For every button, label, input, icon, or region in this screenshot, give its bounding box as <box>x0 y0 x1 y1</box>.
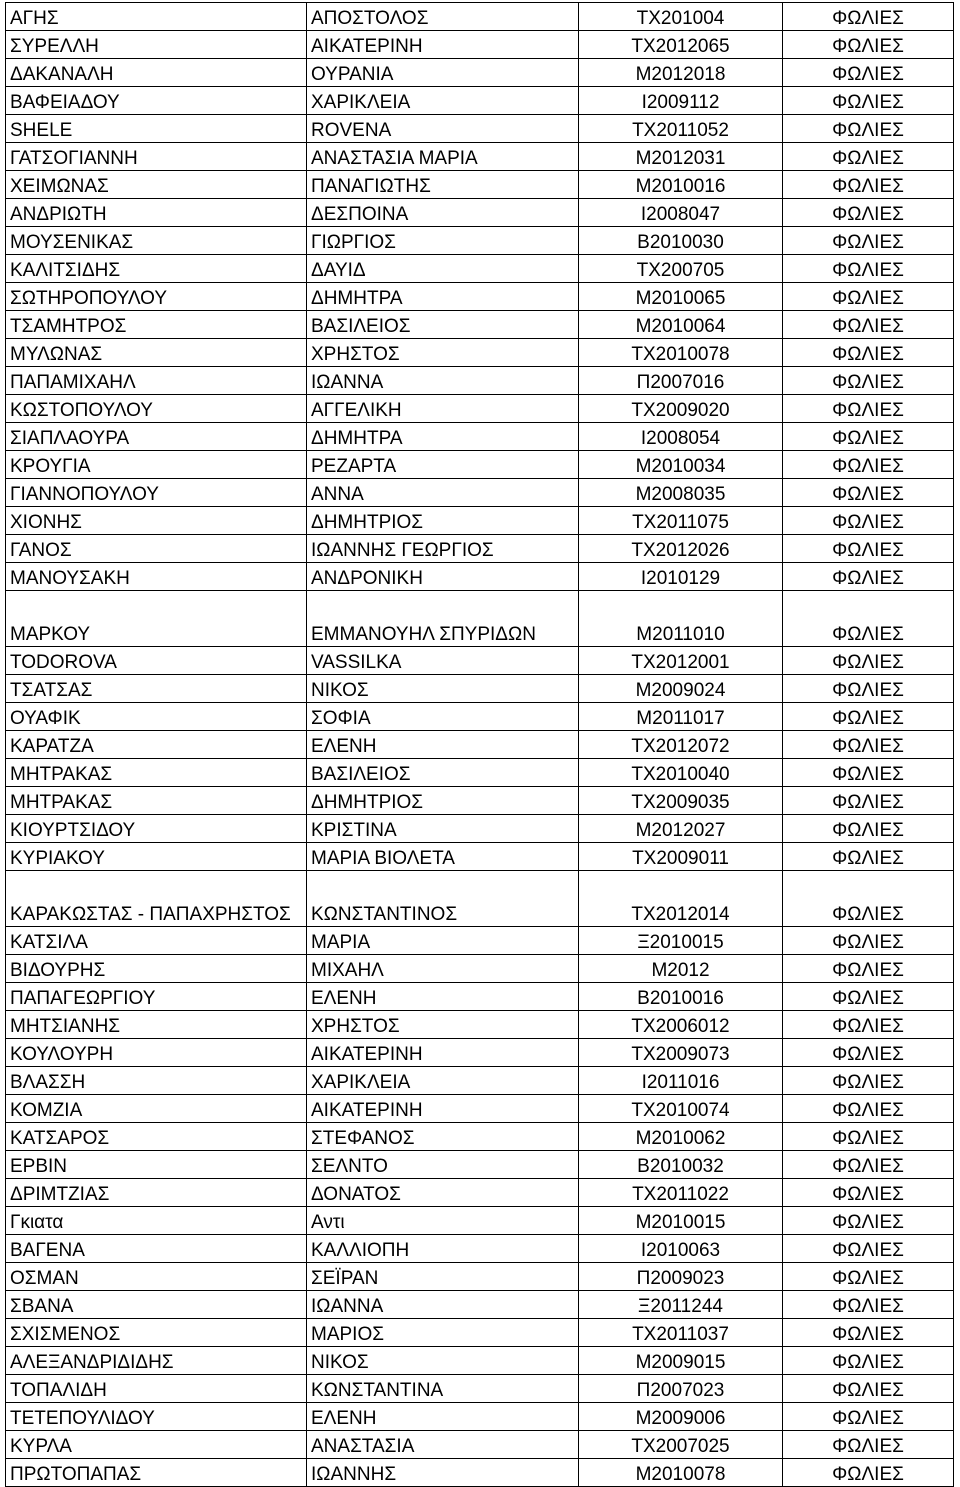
code-cell: ΤΧ2011075 <box>579 507 783 535</box>
surname-cell: ΑΛΕΞΑΝΔΡΙΔΙΔΗΣ <box>6 1347 307 1375</box>
department-cell: ΦΩΛΙΕΣ <box>783 1375 954 1403</box>
department-cell: ΦΩΛΙΕΣ <box>783 871 954 927</box>
table-row <box>6 87 954 115</box>
table-row <box>6 339 954 367</box>
department-cell: ΦΩΛΙΕΣ <box>783 1095 954 1123</box>
table-row <box>6 955 954 983</box>
surname-cell: ΕΡΒΙΝ <box>6 1151 307 1179</box>
surname-cell: SHELE <box>6 115 307 143</box>
table-row <box>6 199 954 227</box>
department-cell: ΦΩΛΙΕΣ <box>783 927 954 955</box>
surname-cell: ΚΑΡΑΤΖΑ <box>6 731 307 759</box>
first-name-cell: ΠΑΝΑΓΙΩΤΗΣ <box>307 171 579 199</box>
first-name-cell: ΜΙΧΑΗΛ <box>307 955 579 983</box>
table-row <box>6 1459 954 1487</box>
first-name-cell: ΒΑΣΙΛΕΙΟΣ <box>307 759 579 787</box>
department-cell: ΦΩΛΙΕΣ <box>783 311 954 339</box>
table-row <box>6 1123 954 1151</box>
first-name-cell: ΝΙΚΟΣ <box>307 675 579 703</box>
table-row <box>6 227 954 255</box>
department-cell: ΦΩΛΙΕΣ <box>783 171 954 199</box>
surname-cell: ΚΥΡΙΑΚΟΥ <box>6 843 307 871</box>
first-name-cell: ΙΩΑΝΝΗΣ <box>307 1459 579 1487</box>
surname-cell: ΜΑΡΚΟΥ <box>6 591 307 647</box>
department-cell: ΦΩΛΙΕΣ <box>783 423 954 451</box>
surname-cell: ΟΣΜΑΝ <box>6 1263 307 1291</box>
table-row <box>6 59 954 87</box>
surname-cell: ΚΟΜΖΙΑ <box>6 1095 307 1123</box>
surname-cell: ΜΟΥΣΕΝΙΚΑΣ <box>6 227 307 255</box>
department-cell: ΦΩΛΙΕΣ <box>783 647 954 675</box>
surname-cell: ΤΟΠΑΛΙΔΗ <box>6 1375 307 1403</box>
surname-cell: ΚΥΡΛΑ <box>6 1431 307 1459</box>
table-row <box>6 143 954 171</box>
table-row <box>6 1319 954 1347</box>
department-cell: ΦΩΛΙΕΣ <box>783 143 954 171</box>
table-row <box>6 3 954 31</box>
table-row <box>6 1151 954 1179</box>
department-cell: ΦΩΛΙΕΣ <box>783 339 954 367</box>
surname-cell: ΒΑΦΕΙΑΔΟΥ <box>6 87 307 115</box>
table-row <box>6 731 954 759</box>
department-cell: ΦΩΛΙΕΣ <box>783 1319 954 1347</box>
department-cell: ΦΩΛΙΕΣ <box>783 1263 954 1291</box>
department-cell: ΦΩΛΙΕΣ <box>783 87 954 115</box>
table-row <box>6 31 954 59</box>
first-name-cell: ΑΙΚΑΤΕΡΙΝΗ <box>307 1039 579 1067</box>
code-cell: ΤΧ2012026 <box>579 535 783 563</box>
surname-cell: ΑΓΗΣ <box>6 3 307 31</box>
department-cell: ΦΩΛΙΕΣ <box>783 1347 954 1375</box>
code-cell: Μ2012018 <box>579 59 783 87</box>
surname-cell: ΔΑΚΑΝΑΛΗ <box>6 59 307 87</box>
department-cell: ΦΩΛΙΕΣ <box>783 507 954 535</box>
department-cell: ΦΩΛΙΕΣ <box>783 1459 954 1487</box>
surname-cell: ΓΑΝΟΣ <box>6 535 307 563</box>
department-cell: ΦΩΛΙΕΣ <box>783 1431 954 1459</box>
first-name-cell: ΚΑΛΛΙΟΠΗ <box>307 1235 579 1263</box>
surname-cell: ΑΝΔΡΙΩΤΗ <box>6 199 307 227</box>
surname-cell: ΚΩΣΤΟΠΟΥΛΟΥ <box>6 395 307 423</box>
table-row <box>6 787 954 815</box>
code-cell: Μ2012 <box>579 955 783 983</box>
department-cell: ΦΩΛΙΕΣ <box>783 59 954 87</box>
first-name-cell: ΙΩΑΝΝΗΣ ΓΕΩΡΓΙΟΣ <box>307 535 579 563</box>
first-name-cell: ΑΝΔΡΟΝΙΚΗ <box>307 563 579 591</box>
surname-cell: ΠΡΩΤΟΠΑΠΑΣ <box>6 1459 307 1487</box>
department-cell: ΦΩΛΙΕΣ <box>783 451 954 479</box>
department-cell: ΦΩΛΙΕΣ <box>783 31 954 59</box>
surname-cell: ΜΑΝΟΥΣΑΚΗ <box>6 563 307 591</box>
code-cell: Π2007023 <box>579 1375 783 1403</box>
first-name-cell: ΣΤΕΦΑΝΟΣ <box>307 1123 579 1151</box>
table-row <box>6 927 954 955</box>
first-name-cell: ΓΙΩΡΓΙΟΣ <box>307 227 579 255</box>
code-cell: ΤΧ2009073 <box>579 1039 783 1067</box>
first-name-cell: ΑΝΑΣΤΑΣΙΑ <box>307 1431 579 1459</box>
table-row <box>6 703 954 731</box>
surname-cell: ΤΕΤΕΠΟΥΛΙΔΟΥ <box>6 1403 307 1431</box>
first-name-cell: ΑΝΝΑ <box>307 479 579 507</box>
first-name-cell: ΣΕΪΡΑΝ <box>307 1263 579 1291</box>
code-cell: Μ2009015 <box>579 1347 783 1375</box>
first-name-cell: VASSILKA <box>307 647 579 675</box>
department-cell: ΦΩΛΙΕΣ <box>783 815 954 843</box>
code-cell: ΤΧ2012065 <box>579 31 783 59</box>
code-cell: Μ2010065 <box>579 283 783 311</box>
code-cell: ΤΧ2010040 <box>579 759 783 787</box>
surname-cell: TODOROVA <box>6 647 307 675</box>
code-cell: Μ2011017 <box>579 703 783 731</box>
code-cell: ΤΧ2010078 <box>579 339 783 367</box>
code-cell: Ι2008047 <box>579 199 783 227</box>
department-cell: ΦΩΛΙΕΣ <box>783 535 954 563</box>
code-cell: Μ2012031 <box>579 143 783 171</box>
department-cell: ΦΩΛΙΕΣ <box>783 395 954 423</box>
code-cell: Ι2010063 <box>579 1235 783 1263</box>
code-cell: ΤΧ201004 <box>579 3 783 31</box>
table-row <box>6 591 954 647</box>
first-name-cell: ΔΗΜΗΤΡΑ <box>307 423 579 451</box>
surname-cell: ΚΑΤΣΑΡΟΣ <box>6 1123 307 1151</box>
table-row <box>6 423 954 451</box>
first-name-cell: ΔΗΜΗΤΡΙΟΣ <box>307 787 579 815</box>
code-cell: ΤΧ2007025 <box>579 1431 783 1459</box>
surname-cell: ΣΒΑΝΑ <box>6 1291 307 1319</box>
table-row <box>6 395 954 423</box>
first-name-cell: ΚΩΝΣΤΑΝΤΙΝΟΣ <box>307 871 579 927</box>
table-row <box>6 1011 954 1039</box>
code-cell: Ξ2010015 <box>579 927 783 955</box>
table-row <box>6 311 954 339</box>
code-cell: Μ2009006 <box>579 1403 783 1431</box>
table-row <box>6 451 954 479</box>
surname-cell: ΧΙΟΝΗΣ <box>6 507 307 535</box>
surname-cell: ΚΑΛΙΤΣΙΔΗΣ <box>6 255 307 283</box>
surname-cell: Γκιατα <box>6 1207 307 1235</box>
first-name-cell: ΙΩΑΝΝΑ <box>307 1291 579 1319</box>
table-row <box>6 1291 954 1319</box>
first-name-cell: ΜΑΡΙΟΣ <box>307 1319 579 1347</box>
surname-cell: ΚΡΟΥΓΙΑ <box>6 451 307 479</box>
surname-cell: ΤΣΑΤΣΑΣ <box>6 675 307 703</box>
code-cell: ΤΧ2011037 <box>579 1319 783 1347</box>
code-cell: Ι2009112 <box>579 87 783 115</box>
first-name-cell: ΕΛΕΝΗ <box>307 731 579 759</box>
code-cell: Μ2008035 <box>579 479 783 507</box>
first-name-cell: ΑΝΑΣΤΑΣΙΑ ΜΑΡΙΑ <box>307 143 579 171</box>
table-row <box>6 1263 954 1291</box>
first-name-cell: ΕΛΕΝΗ <box>307 983 579 1011</box>
code-cell: ΤΧ2012072 <box>579 731 783 759</box>
code-cell: Μ2010015 <box>579 1207 783 1235</box>
table-row <box>6 171 954 199</box>
first-name-cell: ΑΙΚΑΤΕΡΙΝΗ <box>307 31 579 59</box>
first-name-cell: ΧΑΡΙΚΛΕΙΑ <box>307 87 579 115</box>
table-row <box>6 1403 954 1431</box>
department-cell: ΦΩΛΙΕΣ <box>783 3 954 31</box>
code-cell: Β2010032 <box>579 1151 783 1179</box>
table-row <box>6 1235 954 1263</box>
table-row <box>6 563 954 591</box>
code-cell: Μ2011010 <box>579 591 783 647</box>
department-cell: ΦΩΛΙΕΣ <box>783 1151 954 1179</box>
code-cell: ΤΧ2010074 <box>579 1095 783 1123</box>
surname-cell: ΒΑΓΕΝΑ <box>6 1235 307 1263</box>
code-cell: Μ2012027 <box>579 815 783 843</box>
code-cell: Μ2009024 <box>579 675 783 703</box>
surname-cell: ΚΟΥΛΟΥΡΗ <box>6 1039 307 1067</box>
code-cell: ΤΧ2009011 <box>579 843 783 871</box>
table-row <box>6 1375 954 1403</box>
surname-cell: ΟΥΑΦΙΚ <box>6 703 307 731</box>
first-name-cell: ΧΡΗΣΤΟΣ <box>307 339 579 367</box>
table-row <box>6 1179 954 1207</box>
table-row <box>6 815 954 843</box>
surname-cell: ΒΙΔΟΥΡΗΣ <box>6 955 307 983</box>
first-name-cell: ΜΑΡΙΑ <box>307 927 579 955</box>
department-cell: ΦΩΛΙΕΣ <box>783 283 954 311</box>
surname-cell: ΒΛΑΣΣΗ <box>6 1067 307 1095</box>
code-cell: Β2010030 <box>579 227 783 255</box>
table-row <box>6 283 954 311</box>
table-row <box>6 871 954 927</box>
table-row <box>6 507 954 535</box>
first-name-cell: ΣΟΦΙΑ <box>307 703 579 731</box>
department-cell: ΦΩΛΙΕΣ <box>783 563 954 591</box>
code-cell: Μ2010078 <box>579 1459 783 1487</box>
table-row <box>6 759 954 787</box>
surname-cell: ΜΗΤΡΑΚΑΣ <box>6 787 307 815</box>
first-name-cell: ΒΑΣΙΛΕΙΟΣ <box>307 311 579 339</box>
table-row <box>6 983 954 1011</box>
first-name-cell: ΝΙΚΟΣ <box>307 1347 579 1375</box>
department-cell: ΦΩΛΙΕΣ <box>783 1179 954 1207</box>
code-cell: Ι2011016 <box>579 1067 783 1095</box>
table-row <box>6 1067 954 1095</box>
code-cell: ΤΧ2012014 <box>579 871 783 927</box>
code-cell: ΤΧ2009035 <box>579 787 783 815</box>
department-cell: ΦΩΛΙΕΣ <box>783 731 954 759</box>
table-row <box>6 1431 954 1459</box>
table-row <box>6 1095 954 1123</box>
code-cell: Μ2010062 <box>579 1123 783 1151</box>
department-cell: ΦΩΛΙΕΣ <box>783 1235 954 1263</box>
first-name-cell: ΕΛΕΝΗ <box>307 1403 579 1431</box>
department-cell: ΦΩΛΙΕΣ <box>783 367 954 395</box>
surname-cell: ΚΙΟΥΡΤΣΙΔΟΥ <box>6 815 307 843</box>
code-cell: Ι2008054 <box>579 423 783 451</box>
surname-cell: ΤΣΑΜΗΤΡΟΣ <box>6 311 307 339</box>
first-name-cell: ΡΕΖΑΡΤΑ <box>307 451 579 479</box>
department-cell: ΦΩΛΙΕΣ <box>783 843 954 871</box>
department-cell: ΦΩΛΙΕΣ <box>783 1123 954 1151</box>
first-name-cell: ΑΠΟΣΤΟΛΟΣ <box>307 3 579 31</box>
surname-cell: ΓΑΤΣΟΓΙΑΝΝΗ <box>6 143 307 171</box>
department-cell: ΦΩΛΙΕΣ <box>783 675 954 703</box>
surname-cell: ΣΙΑΠΛΑΟΥΡΑ <box>6 423 307 451</box>
first-name-cell: ΔΗΜΗΤΡΙΟΣ <box>307 507 579 535</box>
table-row <box>6 367 954 395</box>
surname-cell: ΜΥΛΩΝΑΣ <box>6 339 307 367</box>
surname-cell: ΣΥΡΕΛΛΗ <box>6 31 307 59</box>
surname-cell: ΠΑΠΑΜΙΧΑΗΛ <box>6 367 307 395</box>
surname-cell: ΧΕΙΜΩΝΑΣ <box>6 171 307 199</box>
first-name-cell: ΧΡΗΣΤΟΣ <box>307 1011 579 1039</box>
first-name-cell: ΧΑΡΙΚΛΕΙΑ <box>307 1067 579 1095</box>
department-cell: ΦΩΛΙΕΣ <box>783 115 954 143</box>
surname-cell: ΣΩΤΗΡΟΠΟΥΛΟΥ <box>6 283 307 311</box>
first-name-cell: ΚΩΝΣΤΑΝΤΙΝΑ <box>307 1375 579 1403</box>
code-cell: Ι2010129 <box>579 563 783 591</box>
roster-body <box>6 3 954 1487</box>
first-name-cell: ΔΕΣΠΟΙΝΑ <box>307 199 579 227</box>
department-cell: ΦΩΛΙΕΣ <box>783 255 954 283</box>
table-row <box>6 1039 954 1067</box>
surname-cell: ΣΧΙΣΜΕΝΟΣ <box>6 1319 307 1347</box>
table-row <box>6 647 954 675</box>
code-cell: ΤΧ2011022 <box>579 1179 783 1207</box>
first-name-cell: ΜΑΡΙΑ ΒΙΟΛΕΤΑ <box>307 843 579 871</box>
table-row <box>6 843 954 871</box>
code-cell: ΤΧ2009020 <box>579 395 783 423</box>
first-name-cell: Αντι <box>307 1207 579 1235</box>
department-cell: ΦΩΛΙΕΣ <box>783 1207 954 1235</box>
code-cell: ΤΧ2012001 <box>579 647 783 675</box>
first-name-cell: ΣΕΛΝΤΟ <box>307 1151 579 1179</box>
code-cell: Μ2010016 <box>579 171 783 199</box>
table-row <box>6 535 954 563</box>
code-cell: ΤΧ200705 <box>579 255 783 283</box>
first-name-cell: ΑΙΚΑΤΕΡΙΝΗ <box>307 1095 579 1123</box>
surname-cell: ΠΑΠΑΓΕΩΡΓΙΟΥ <box>6 983 307 1011</box>
first-name-cell: ROVENA <box>307 115 579 143</box>
department-cell: ΦΩΛΙΕΣ <box>783 199 954 227</box>
surname-cell: ΔΡΙΜΤΖΙΑΣ <box>6 1179 307 1207</box>
roster-table <box>5 2 954 1487</box>
first-name-cell: ΟΥΡΑΝΙΑ <box>307 59 579 87</box>
department-cell: ΦΩΛΙΕΣ <box>783 1067 954 1095</box>
surname-cell: ΚΑΤΣΙΛΑ <box>6 927 307 955</box>
first-name-cell: ΔΟΝΑΤΟΣ <box>307 1179 579 1207</box>
department-cell: ΦΩΛΙΕΣ <box>783 479 954 507</box>
first-name-cell: ΙΩΑΝΝΑ <box>307 367 579 395</box>
code-cell: Π2007016 <box>579 367 783 395</box>
department-cell: ΦΩΛΙΕΣ <box>783 703 954 731</box>
first-name-cell: ΔΗΜΗΤΡΑ <box>307 283 579 311</box>
table-row <box>6 1207 954 1235</box>
department-cell: ΦΩΛΙΕΣ <box>783 1403 954 1431</box>
department-cell: ΦΩΛΙΕΣ <box>783 955 954 983</box>
first-name-cell: ΚΡΙΣΤΙΝΑ <box>307 815 579 843</box>
table-row <box>6 1347 954 1375</box>
surname-cell: ΚΑΡΑΚΩΣΤΑΣ - ΠΑΠΑΧΡΗΣΤΟΣ <box>6 871 307 927</box>
code-cell: ΤΧ2006012 <box>579 1011 783 1039</box>
first-name-cell: ΔΑΥΙΔ <box>307 255 579 283</box>
table-row <box>6 255 954 283</box>
department-cell: ΦΩΛΙΕΣ <box>783 787 954 815</box>
surname-cell: ΜΗΤΣΙΑΝΗΣ <box>6 1011 307 1039</box>
surname-cell: ΜΗΤΡΑΚΑΣ <box>6 759 307 787</box>
department-cell: ΦΩΛΙΕΣ <box>783 983 954 1011</box>
department-cell: ΦΩΛΙΕΣ <box>783 1039 954 1067</box>
code-cell: ΤΧ2011052 <box>579 115 783 143</box>
table-row <box>6 115 954 143</box>
department-cell: ΦΩΛΙΕΣ <box>783 1291 954 1319</box>
department-cell: ΦΩΛΙΕΣ <box>783 759 954 787</box>
department-cell: ΦΩΛΙΕΣ <box>783 1011 954 1039</box>
surname-cell: ΓΙΑΝΝΟΠΟΥΛΟΥ <box>6 479 307 507</box>
table-row <box>6 479 954 507</box>
code-cell: Π2009023 <box>579 1263 783 1291</box>
department-cell: ΦΩΛΙΕΣ <box>783 591 954 647</box>
code-cell: Μ2010034 <box>579 451 783 479</box>
code-cell: Β2010016 <box>579 983 783 1011</box>
first-name-cell: ΕΜΜΑΝΟΥΗΛ ΣΠΥΡΙΔΩΝ <box>307 591 579 647</box>
department-cell: ΦΩΛΙΕΣ <box>783 227 954 255</box>
code-cell: Ξ2011244 <box>579 1291 783 1319</box>
code-cell: Μ2010064 <box>579 311 783 339</box>
first-name-cell: ΑΓΓΕΛΙΚΗ <box>307 395 579 423</box>
table-row <box>6 675 954 703</box>
